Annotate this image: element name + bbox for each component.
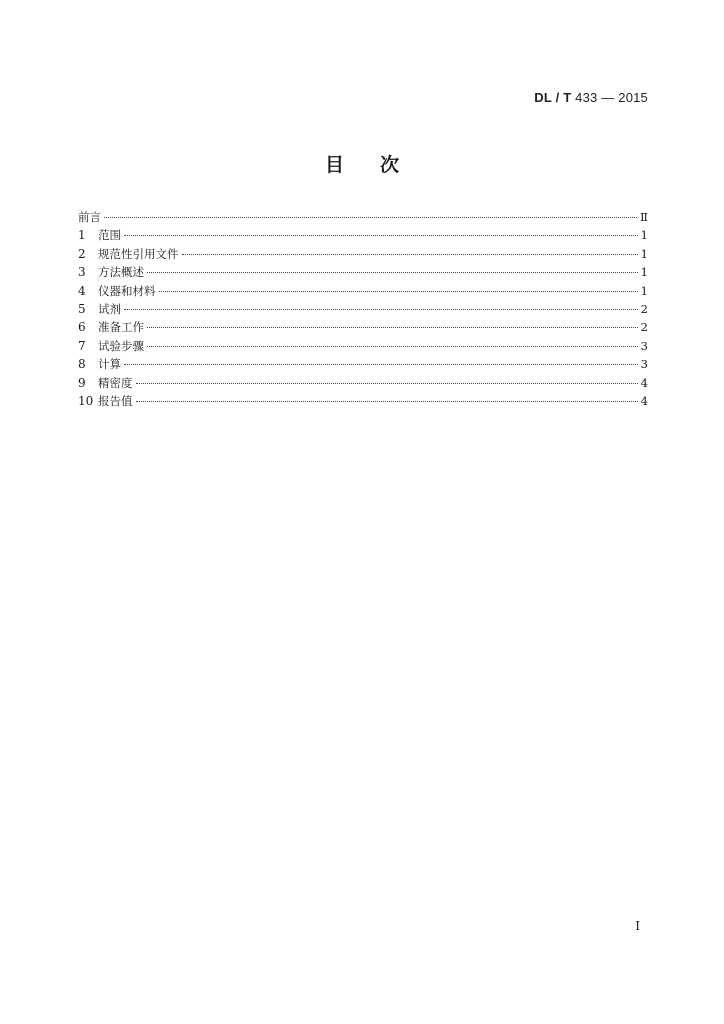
toc-title: 目次 (324, 154, 435, 176)
standard-number (534, 90, 648, 105)
toc-entry-3[interactable] (78, 263, 648, 281)
toc-entry-page: 1 (640, 265, 648, 280)
toc-entry-label: 范围 (98, 228, 121, 243)
toc-entry-number: 7 (78, 338, 86, 353)
toc-entry-label: 计算 (98, 357, 121, 372)
toc-entry-label: 前言 (78, 210, 101, 224)
toc-entry-number: 10 (78, 393, 94, 408)
toc-entry-label: 准备工作 (98, 320, 144, 335)
standard-prefix: DL / T (534, 90, 572, 105)
toc-entry-number: 9 (78, 375, 86, 390)
toc-leader-dots (147, 327, 638, 328)
toc-entry-label: 报告值 (98, 393, 133, 408)
toc-entry-page: 2 (640, 301, 648, 316)
toc-leader-dots (136, 383, 638, 384)
toc-entry-page: 1 (640, 228, 648, 243)
toc-entry-page: 1 (640, 283, 648, 298)
toc-entry-page: 3 (640, 357, 648, 372)
toc-entry-page: 4 (640, 375, 648, 390)
toc-leader-dots (104, 217, 637, 218)
toc-entry-label: 方法概述 (98, 265, 144, 280)
toc-entry-page: 2 (640, 320, 648, 335)
toc-entry-2[interactable] (78, 245, 648, 263)
toc-entry-label: 仪器和材料 (98, 283, 156, 298)
toc-entry-6[interactable] (78, 318, 648, 336)
toc-leader-dots (159, 291, 638, 292)
toc-entry-4[interactable] (78, 282, 648, 300)
toc-entry-foreword[interactable] (78, 208, 648, 226)
toc-entry-page: Ⅱ (640, 210, 648, 224)
toc-entry-number: 2 (78, 246, 86, 261)
toc-entry-label: 精密度 (98, 375, 133, 390)
toc-leader-dots (124, 364, 638, 365)
toc-leader-dots (124, 235, 638, 236)
toc-entry-5[interactable] (78, 300, 648, 318)
toc-entry-10[interactable] (78, 392, 648, 410)
toc-entry-page: 3 (640, 338, 648, 353)
toc-entry-8[interactable] (78, 355, 648, 373)
toc-entry-number: 4 (78, 283, 86, 298)
toc-entry-number: 6 (78, 320, 86, 335)
page-number: I (635, 919, 640, 933)
toc-entry-page: 1 (640, 246, 648, 261)
toc-entry-number: 1 (78, 228, 86, 243)
toc-leader-dots (136, 401, 638, 402)
toc-entry-7[interactable] (78, 337, 648, 355)
toc-entry-number: 5 (78, 301, 86, 316)
toc-entry-number: 3 (78, 265, 86, 280)
toc-leader-dots (124, 309, 638, 310)
toc-list (78, 208, 648, 410)
toc-entry-9[interactable] (78, 374, 648, 392)
toc-leader-dots (147, 346, 638, 347)
toc-leader-dots (147, 272, 638, 273)
toc-entry-label: 试剂 (98, 301, 121, 316)
toc-entry-1[interactable] (78, 226, 648, 244)
toc-entry-label: 试验步骤 (98, 338, 144, 353)
standard-suffix: 433 — 2015 (575, 90, 648, 105)
toc-entry-label: 规范性引用文件 (98, 246, 179, 261)
toc-entry-page: 4 (640, 393, 648, 408)
toc-leader-dots (182, 254, 638, 255)
toc-entry-number: 8 (78, 357, 86, 372)
